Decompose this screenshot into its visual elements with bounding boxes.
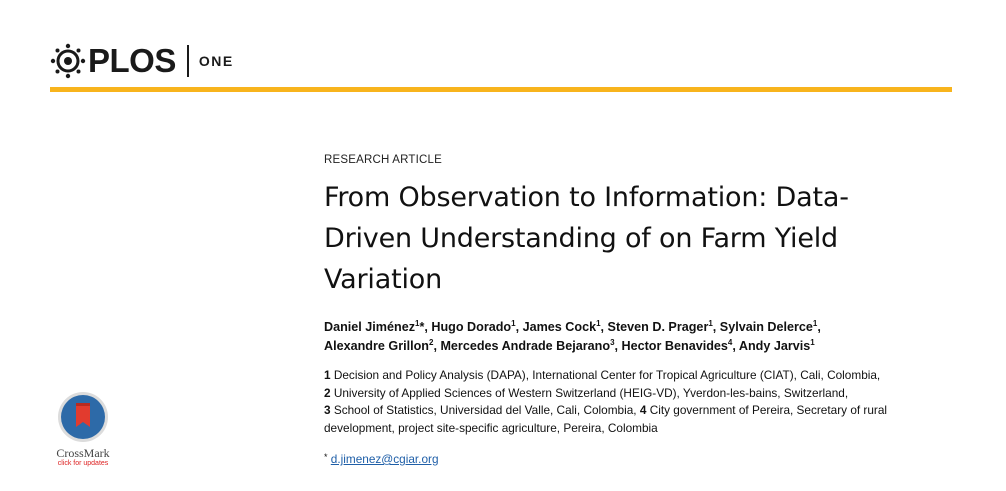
affiliation-text: School of Statistics, Universidad del Valle, Cali, Colombia,	[333, 403, 637, 417]
author-list	[324, 318, 964, 356]
correspondence-email-link[interactable]: d.jimenez@cgiar.org	[330, 452, 439, 466]
affiliation-number: 3	[324, 403, 331, 417]
affiliation-row	[324, 367, 964, 385]
author-name[interactable]: James Cock	[522, 320, 597, 334]
author-name[interactable]: Hector Benavides	[621, 339, 728, 353]
author-affil-sup: 4	[727, 338, 733, 347]
corresponding-mark: *	[419, 320, 425, 334]
logo-divider	[187, 45, 189, 77]
author-affil-sup: 1	[812, 319, 818, 328]
author-line: Alexandre Grillon$^2$, Mercedes Andrade Bejarano$^3$, Hector Benavides$^4$, Andy Jarvis$^1$	[324, 338, 815, 353]
affiliation-row	[324, 385, 964, 403]
author-affil-sup: 1	[596, 319, 601, 328]
author-affil-sup: 1	[511, 319, 516, 328]
author-name[interactable]: Mercedes Andrade Bejarano	[440, 339, 611, 353]
affiliation-list	[324, 367, 964, 437]
author-name[interactable]: Hugo Dorado	[431, 320, 512, 334]
affiliation-number: 2	[324, 385, 331, 400]
affiliation-number: 1	[324, 368, 331, 382]
affiliation-number: 4	[639, 403, 647, 417]
author-affil-sup: 1	[708, 319, 713, 328]
journal-name: PLOS	[88, 42, 176, 79]
affiliation-text: University of Applied Sciences of Western Switzerland (HEIG-VD), Yverdon-les-bains, Switzerland,	[333, 385, 849, 400]
author-affil-sup: 3	[610, 338, 615, 347]
affiliation-text: City government of Pereira, Secretary of rural	[649, 403, 888, 417]
affiliation-text: development, project site-specific agriculture, Pereira, Colombia	[324, 420, 658, 435]
title-line: Variation	[324, 264, 442, 295]
author-affil-sup: 1	[810, 338, 815, 347]
author-name[interactable]: Daniel Jiménez	[324, 320, 415, 334]
header-rule	[50, 87, 952, 92]
article-title	[324, 177, 924, 300]
author-name[interactable]: Alexandre Grillon	[324, 339, 429, 353]
author-affil-sup: 2	[428, 338, 434, 347]
correspondence	[324, 452, 439, 466]
correspondence-mark: *	[324, 452, 328, 462]
author-line: Daniel Jiménez$^1$*, Hugo Dorado$^1$, James Cock$^1$, Steven D. Prager$^1$, Sylvain Delerce$^1$,	[324, 319, 821, 334]
author-name[interactable]: Andy Jarvis	[738, 339, 811, 353]
author-name[interactable]: Sylvain Delerce	[719, 320, 813, 334]
crossmark-label: CrossMark	[56, 446, 110, 460]
crossmark-sublabel: click for updates	[57, 460, 109, 467]
article-type: RESEARCH ARTICLE	[324, 154, 443, 166]
plos-logo-icon	[50, 43, 86, 79]
affiliation-row	[324, 402, 964, 420]
crossmark-badge[interactable]	[44, 390, 122, 467]
affiliation-row	[324, 420, 964, 438]
title-line: Driven Understanding of on Farm Yield	[324, 223, 838, 254]
affiliation-text: Decision and Policy Analysis (DAPA), International Center for Tropical Agriculture (CIAT), Cali, Colombia,	[333, 368, 881, 382]
journal-logo[interactable]	[50, 41, 234, 81]
journal-subname: ONE	[198, 53, 234, 69]
author-affil-sup: 1	[415, 319, 420, 328]
author-name[interactable]: Steven D. Prager	[607, 320, 709, 334]
crossmark-icon	[56, 390, 110, 444]
title-line: From Observation to Information: Data-	[324, 182, 849, 213]
